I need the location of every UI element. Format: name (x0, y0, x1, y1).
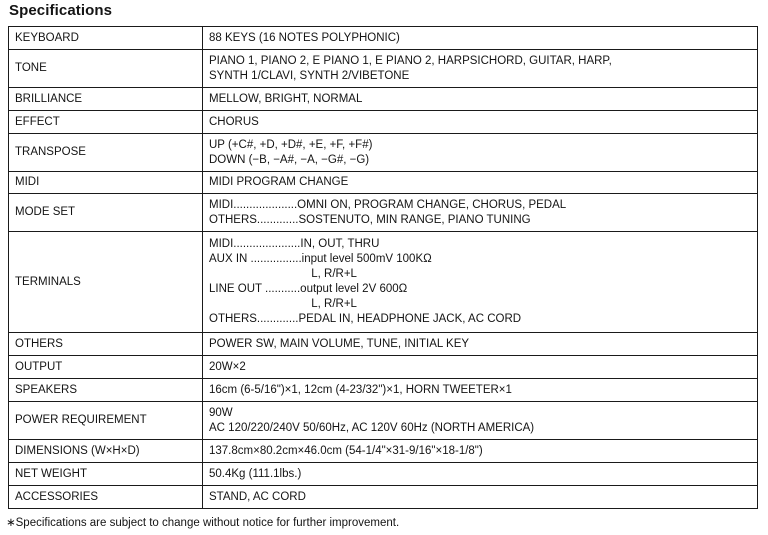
spec-label: DIMENSIONS (W×H×D) (9, 440, 203, 463)
spec-value (203, 463, 758, 486)
spec-value-line: L, R/R+L (209, 268, 357, 280)
specifications-table-body (9, 27, 758, 509)
spec-row (9, 486, 758, 509)
spec-value-line: SYNTH 1/CLAVI, SYNTH 2/VIBETONE (209, 69, 410, 82)
spec-value-line: 137.8cm×80.2cm×46.0cm (54-1/4"×31-9/16"×18-1/8") (209, 444, 483, 457)
spec-value (203, 88, 758, 111)
spec-value-line: 50.4Kg (111.1lbs.) (209, 467, 302, 480)
spec-value (203, 356, 758, 379)
spec-value (203, 440, 758, 463)
spec-value-line: MIDI....................OMNI ON, PROGRAM CHANGE, CHORUS, PEDAL (209, 198, 567, 211)
spec-value-line: UP (+C#, +D, +D#, +E, +F, +F#) (209, 138, 373, 151)
page-title: Specifications (9, 2, 113, 19)
spec-row (9, 356, 758, 379)
spec-label: TERMINALS (9, 232, 203, 333)
spec-label: TRANSPOSE (9, 134, 203, 172)
spec-value (203, 134, 758, 172)
specifications-table (8, 26, 758, 509)
spec-value (203, 172, 758, 194)
spec-value (203, 486, 758, 509)
spec-value (203, 111, 758, 134)
spec-value (203, 333, 758, 356)
spec-value-line: L, R/R+L (209, 298, 357, 310)
spec-row (9, 333, 758, 356)
spec-label: TONE (9, 50, 203, 88)
spec-row (9, 402, 758, 440)
spec-value-line: MIDI PROGRAM CHANGE (209, 176, 349, 188)
spec-value-line: LINE OUT ...........output level 2V 600Ω (209, 283, 408, 295)
spec-value-line: POWER SW, MAIN VOLUME, TUNE, INITIAL KEY (209, 337, 470, 350)
spec-label: MIDI (9, 172, 203, 194)
spec-value-line: DOWN (−B, −A#, −A, −G#, −G) (209, 153, 370, 166)
spec-value-line: MELLOW, BRIGHT, NORMAL (209, 92, 363, 105)
spec-value-line: PIANO 1, PIANO 2, E PIANO 1, E PIANO 2, HARPSICHORD, GUITAR, HARP, (209, 54, 612, 67)
spec-label: BRILLIANCE (9, 88, 203, 111)
spec-value (203, 50, 758, 88)
spec-value (203, 402, 758, 440)
spec-label: POWER REQUIREMENT (9, 402, 203, 440)
spec-row (9, 88, 758, 111)
spec-label: EFFECT (9, 111, 203, 134)
spec-row (9, 379, 758, 402)
spec-value-line: 88 KEYS (16 NOTES POLYPHONIC) (209, 31, 400, 44)
spec-row (9, 232, 758, 333)
spec-value (203, 194, 758, 232)
spec-label: SPEAKERS (9, 379, 203, 402)
spec-value-line: 16cm (6-5/16")×1, 12cm (4-23/32")×1, HORN TWEETER×1 (209, 383, 512, 396)
spec-value-line: OTHERS.............PEDAL IN, HEADPHONE JACK, AC CORD (209, 313, 522, 325)
spec-row (9, 134, 758, 172)
spec-value-line: MIDI.....................IN, OUT, THRU (209, 238, 380, 250)
spec-value-line: 20W×2 (209, 360, 246, 373)
spec-value-line: 90W (209, 406, 233, 419)
spec-label: NET WEIGHT (9, 463, 203, 486)
spec-value-line: AUX IN ................input level 500mV 100KΩ (209, 253, 432, 265)
spec-label: MODE SET (9, 194, 203, 232)
spec-value (203, 27, 758, 50)
spec-row (9, 194, 758, 232)
spec-value (203, 232, 758, 333)
spec-label: OTHERS (9, 333, 203, 356)
spec-row (9, 27, 758, 50)
spec-row (9, 440, 758, 463)
spec-value-line: AC 120/220/240V 50/60Hz, AC 120V 60Hz (NORTH AMERICA) (209, 421, 535, 434)
spec-row (9, 50, 758, 88)
spec-row (9, 111, 758, 134)
spec-label: OUTPUT (9, 356, 203, 379)
spec-value-line: CHORUS (209, 115, 259, 128)
spec-value-line: STAND, AC CORD (209, 490, 306, 503)
spec-label: KEYBOARD (9, 27, 203, 50)
footnote: ∗Specifications are subject to change without notice for further improvement. (6, 517, 400, 529)
spec-label: ACCESSORIES (9, 486, 203, 509)
spec-row (9, 172, 758, 194)
spec-value (203, 379, 758, 402)
spec-value-line: OTHERS.............SOSTENUTO, MIN RANGE, PIANO TUNING (209, 213, 531, 226)
spec-row (9, 463, 758, 486)
